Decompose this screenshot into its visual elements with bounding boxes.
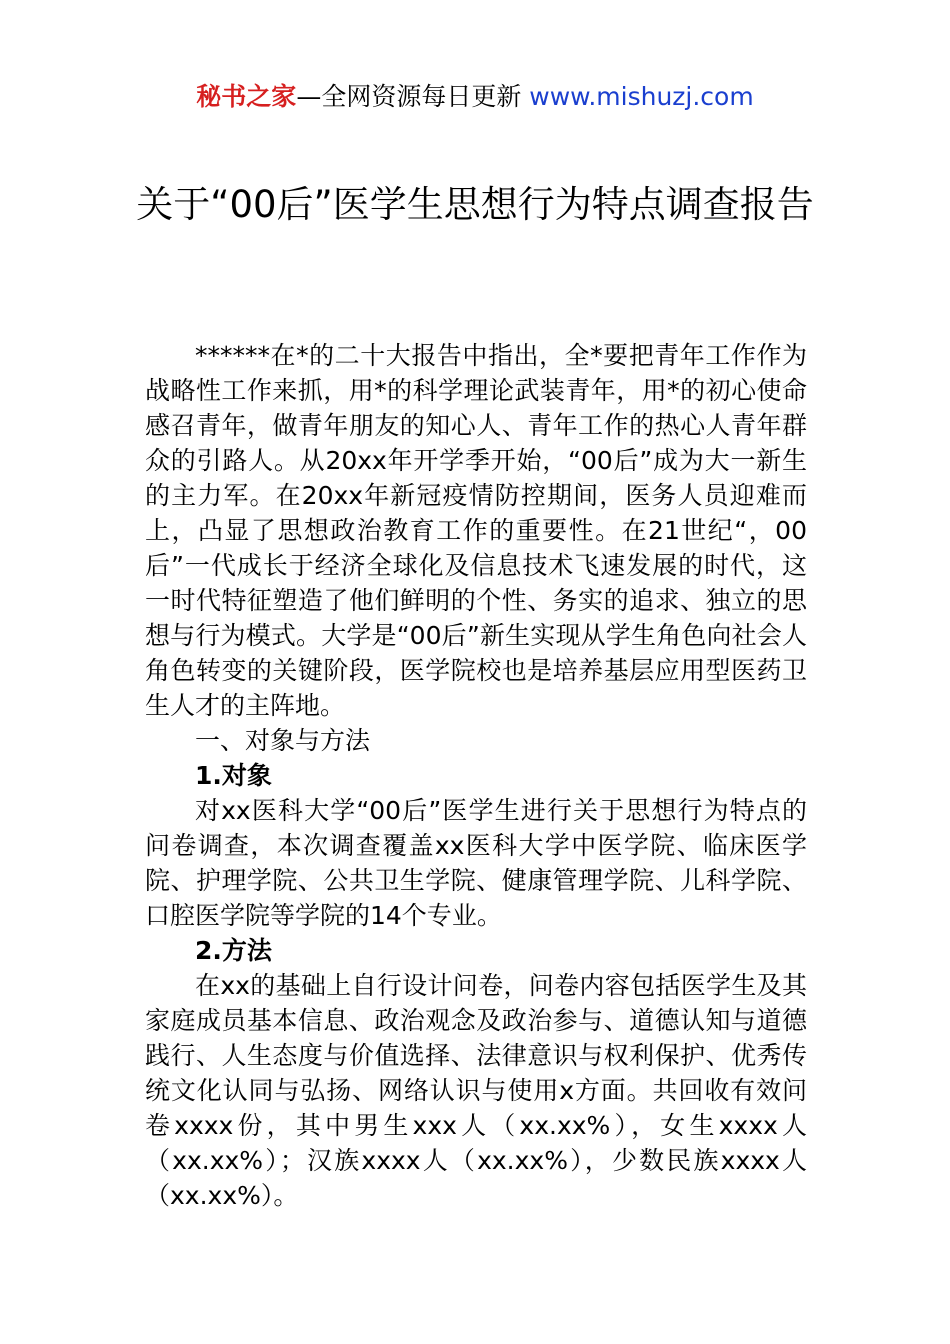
intro-paragraph: ******在*的二十大报告中指出，全*要把青年工作作为战略性工作来抓，用*的科学理论武装青年，用*的初心使命感召青年，做青年朋友的知心人、青年工作的热心人青年群众的引路人。从20xx年开学季开始，“00后”成为大一新生的主力军。在20xx年新冠疫情防控期间，医务人员迎难而上，凸显了思想政治教育工作的重要性。在21世纪“，00后”一代成长于经济全球化及信息技术飞速发展的时代，这一时代特征塑造了他们鲜明的个性、务实的追求、独立的思想与行为模式。大学是“00后”新生实现从学生角色向社会人角色转变的关键阶段，医学院校也是培养基层应用型医药卫生人才的主阵地。 — [145, 341, 807, 720]
document-title: 关于“00后”医学生思想行为特点调查报告 — [136, 183, 814, 226]
site-tagline: —全网资源每日更新 — [296, 82, 522, 111]
subsection-heading-methods: 2.方法 — [195, 936, 272, 965]
subjects-paragraph: 对xx医科大学“00后”医学生进行关于思想行为特点的问卷调查，本次调查覆盖xx医科大学中医学院、临床医学院、护理学院、公共卫生学院、健康管理学院、儿科学院、口腔医学院等学院的14个专业。 — [145, 796, 807, 930]
site-header — [0, 80, 950, 114]
section-heading: 一、对象与方法 — [195, 726, 371, 755]
methods-paragraph: 在xx的基础上自行设计问卷，问卷内容包括医学生及其家庭成员基本信息、政治观念及政治参与、道德认知与道德践行、人生态度与价值选择、法律意识与权利保护、优秀传统文化认同与弘扬、网络认识与使用x方面。共回收有效问卷xxxx份，其中男生xxx人（xx.xx%），女生xxxx人（xx.xx%）；汉族xxxx人（xx.xx%），少数民族xxxx人（xx.xx%）。 — [145, 971, 807, 1210]
subsection-heading-subjects: 1.对象 — [195, 761, 272, 790]
document-body — [145, 338, 807, 1213]
site-url-link[interactable]: www.mishuzj.com — [529, 82, 754, 111]
site-brand: 秘书之家 — [196, 82, 297, 111]
